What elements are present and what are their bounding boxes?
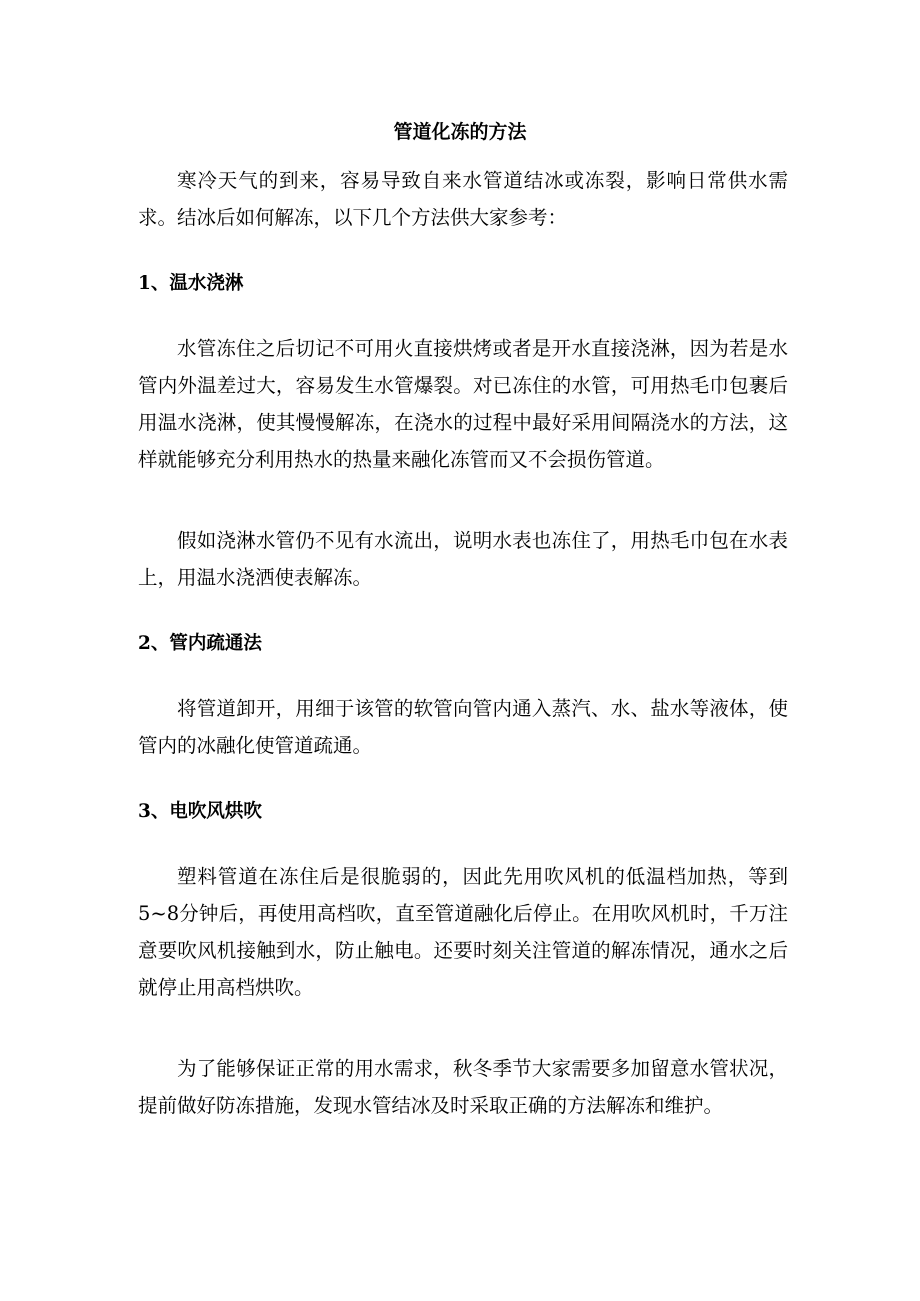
- section-1-paragraph-1: 水管冻住之后切记不可用火直接烘烤或者是开水直接浇淋，因为若是水管内外温差过大，容易发生水管爆裂。对已冻住的水管，可用热毛巾包裹后用温水浇淋，使其慢慢解冻，在浇水的过程中最好采用间隔浇水的方法，这样就能够充分利用热水的热量来融化冻管而又不会损伤管道。: [138, 337, 788, 471]
- section-3-paragraph-2: 为了能够保证正常的用水需求，秋冬季节大家需要多加留意水管状况，提前做好防冻措施，发现水管结冰及时采取正确的方法解冻和维护。: [138, 1057, 788, 1117]
- section-3-paragraph-1: 塑料管道在冻住后是很脆弱的，因此先用吹风机的低温档加热，等到5~8分钟后，再使用高档吹，直至管道融化后停止。在用吹风机时，千万注意要吹风机接触到水，防止触电。还要时刻关注管道的解冻情况，通水之后就停止用高档烘吹。: [138, 865, 788, 999]
- section-2-heading: 2、管内疏通法: [138, 633, 262, 654]
- document-title: 管道化冻的方法: [393, 121, 527, 143]
- section-1-paragraph-2: 假如浇淋水管仍不见有水流出，说明水表也冻住了，用热毛巾包在水表上，用温水浇洒使表解冻。: [138, 529, 788, 589]
- intro-paragraph: 寒冷天气的到来，容易导致自来水管道结冰或冻裂，影响日常供水需求。结冰后如何解冻，以下几个方法供大家参考：: [138, 169, 788, 229]
- section-1-heading: 1、温水浇淋: [138, 273, 244, 294]
- section-2-paragraph-1: 将管道卸开，用细于该管的软管向管内通入蒸汽、水、盐水等液体，使管内的冰融化使管道疏通。: [138, 697, 788, 757]
- section-3-heading: 3、电吹风烘吹: [138, 801, 262, 822]
